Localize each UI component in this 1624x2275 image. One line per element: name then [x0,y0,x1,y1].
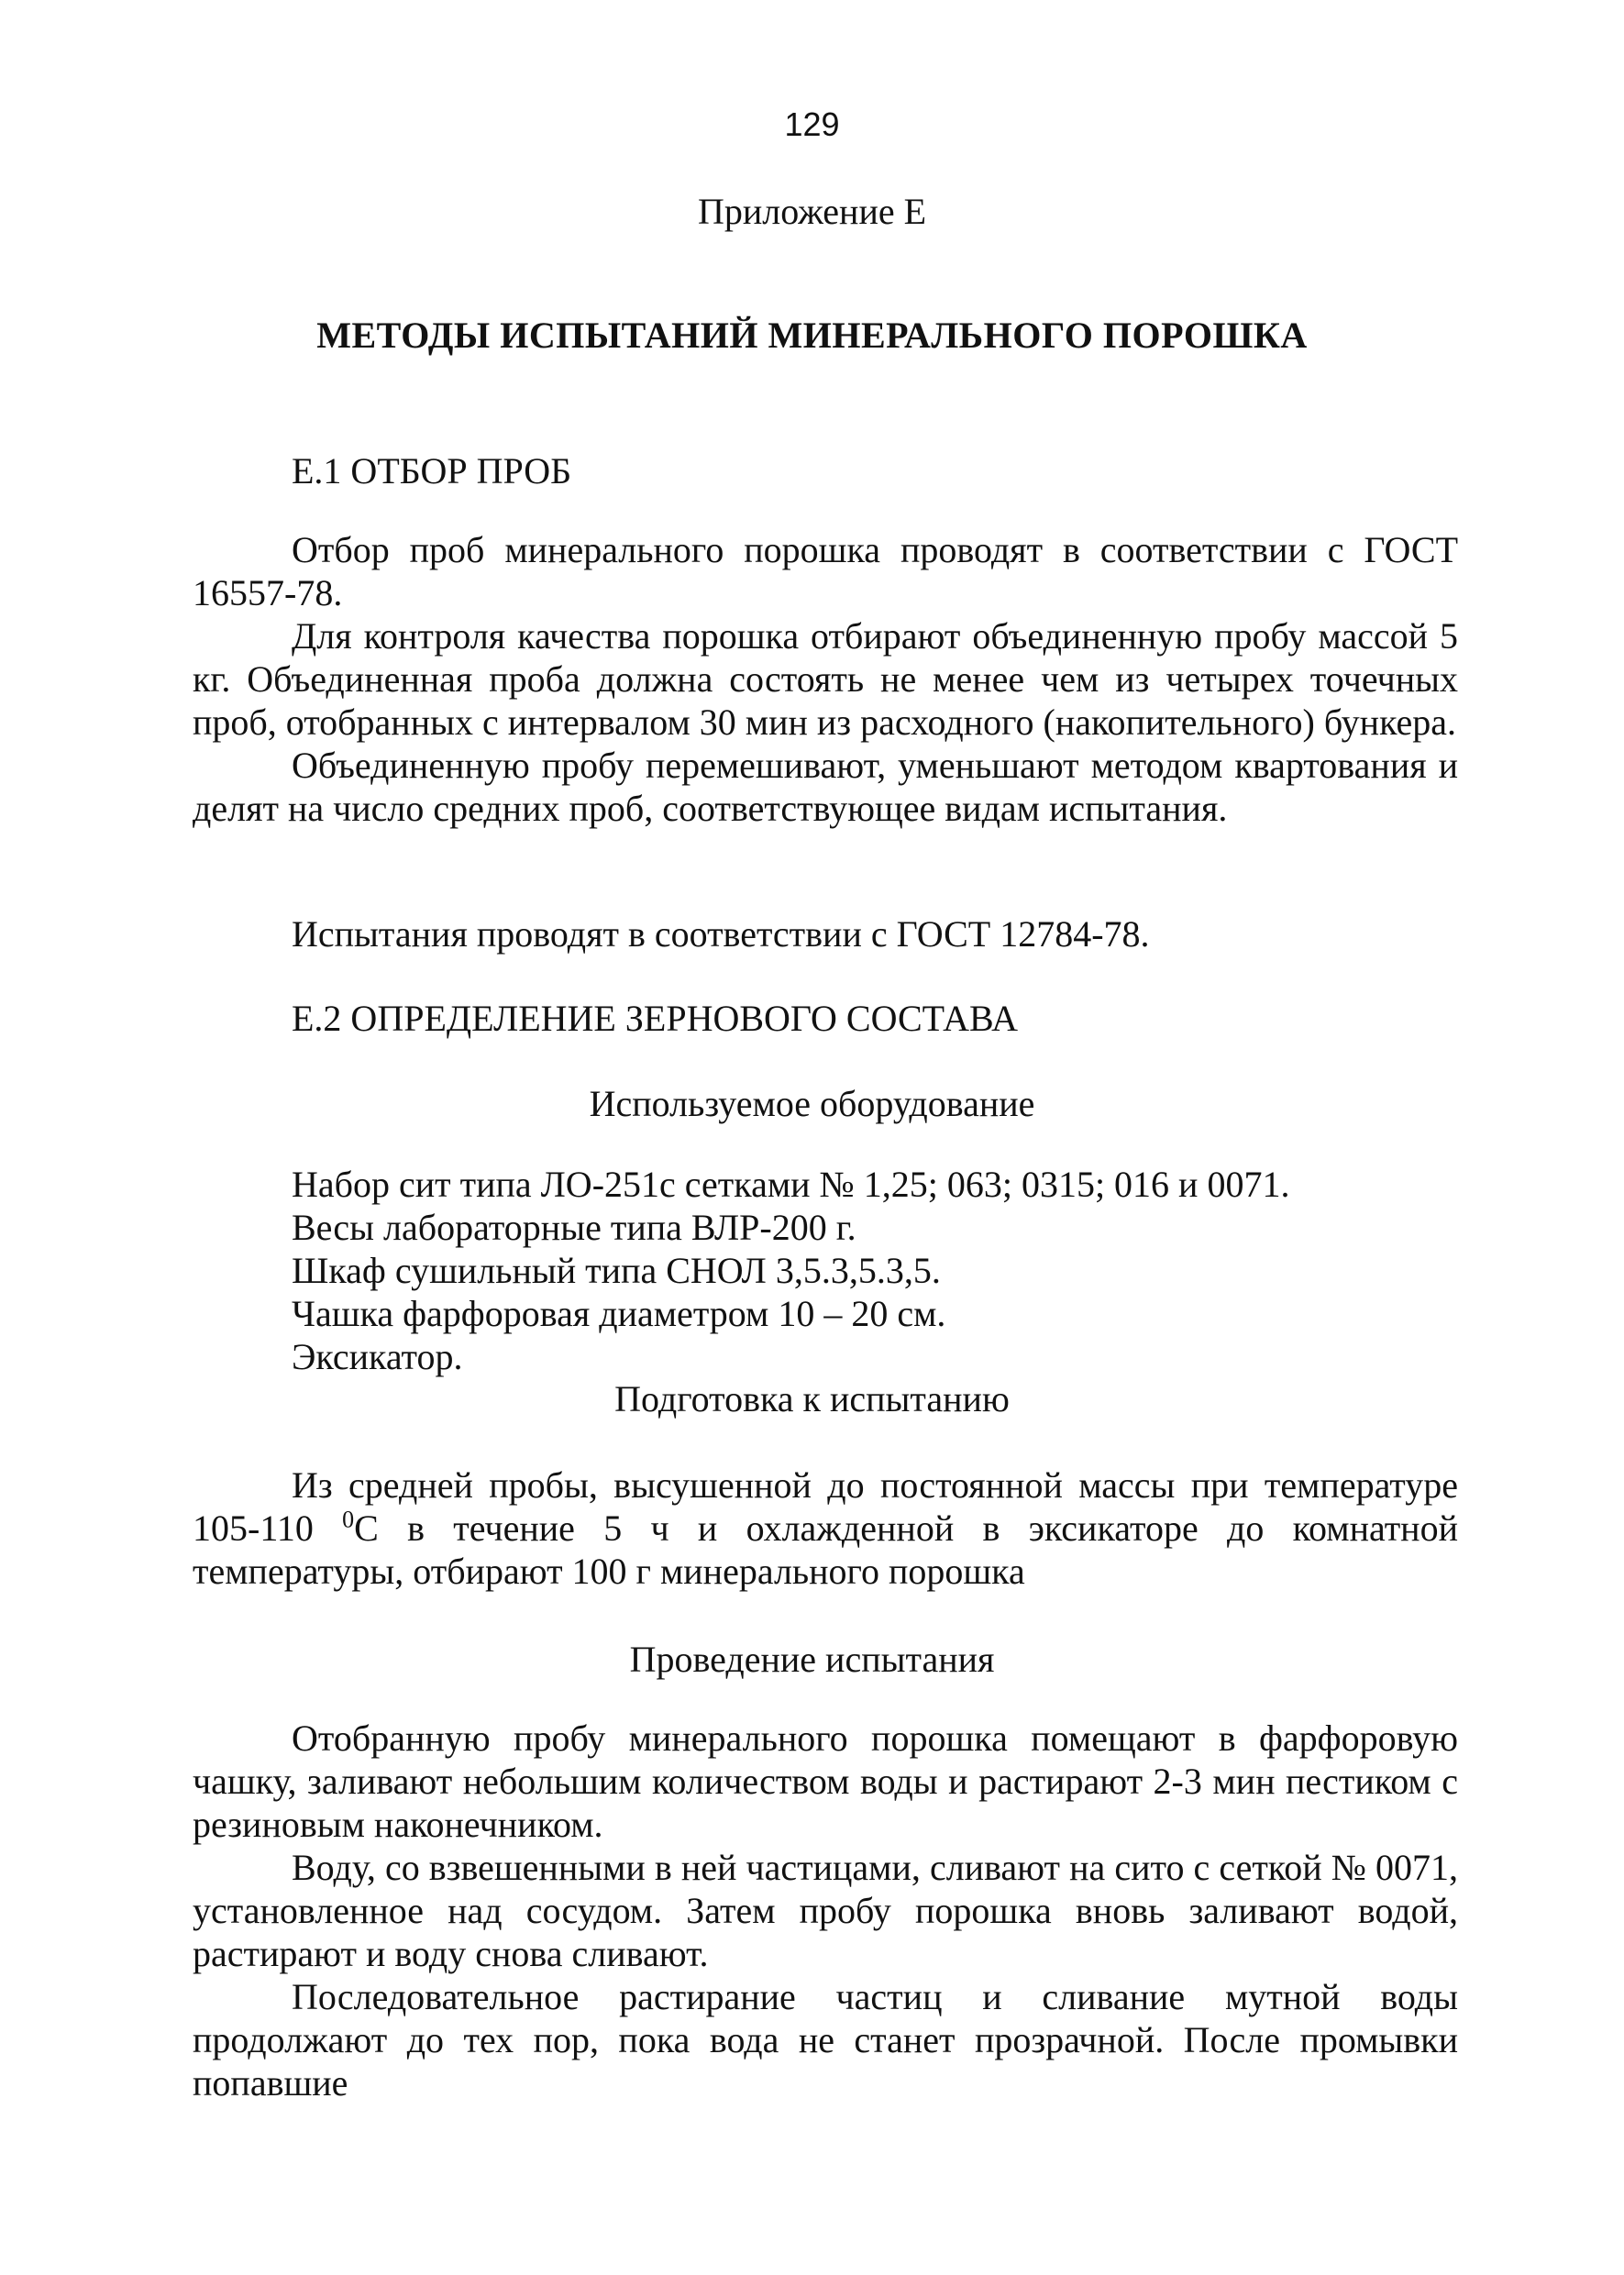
list-item: Весы лабораторные типа ВЛР-200 г. [292,1207,856,1248]
procedure-body [193,1717,1458,2104]
paragraph: Последовательное растирание частиц и сливание мутной воды продолжают до тех пор, пока вода не станет прозрачной. После промывки попавшие [193,1976,1458,2104]
list-item: Эксикатор. [292,1336,463,1377]
equipment-list [292,1163,1289,1378]
section-1-heading: Е.1 ОТБОР ПРОБ [292,450,572,491]
section-1-note [193,912,1458,955]
text-run: С в течение 5 ч и охлажденной в эксикаторе до комнатной температуры, отбирают 100 г минерального порошка [193,1507,1458,1592]
procedure-heading: Проведение испытания [629,1639,995,1680]
paragraph: Отбор проб минерального порошка проводят в соответствии с ГОСТ 16557-78. [193,529,1458,613]
list-item: Шкаф сушильный типа СНОЛ 3,5.3,5.3,5. [292,1250,941,1291]
section-2-heading: Е.2 ОПРЕДЕЛЕНИЕ ЗЕРНОВОГО СОСТАВА [292,998,1019,1039]
paragraph: Испытания проводят в соответствии с ГОСТ 12784-78. [292,913,1150,955]
degree-superscript: 0 [342,1506,355,1533]
text-run: Из средней пробы, высушенной до постоянной массы при температуре 105-110 [193,1464,1458,1549]
paragraph: Объединенную пробу перемешивают, уменьшают методом квартования и делят на число средних проб, соответствующее видам испытания. [193,745,1458,829]
page-title: МЕТОДЫ ИСПЫТАНИЙ МИНЕРАЛЬНОГО ПОРОШКА [316,315,1308,356]
equipment-heading: Используемое оборудование [589,1083,1035,1124]
list-item: Набор сит типа ЛО-251с сетками № 1,25; 063; 0315; 016 и 0071. [292,1164,1290,1205]
page-number: 129 [784,105,840,143]
preparation-body [193,1463,1458,1593]
paragraph [193,1463,1458,1593]
paragraph: Отобранную пробу минерального порошка помещают в фарфоровую чашку, заливают небольшим количеством воды и растирают 2-3 мин пестиком с резиновым наконечником. [193,1717,1458,1845]
appendix-label: Приложение Е [697,191,927,232]
paragraph: Воду, со взвешенными в ней частицами, сливают на сито с сеткой № 0071, установленное над сосудом. Затем пробу порошка вновь заливают водой, растирают и воду снова сливают. [193,1847,1458,1974]
preparation-heading: Подготовка к испытанию [614,1378,1010,1419]
section-1-body [193,528,1458,830]
paragraph: Для контроля качества порошка отбирают объединенную пробу массой 5 кг. Объединенная проба должна состоять не менее чем из четырех точечных проб, отобранных с интервалом 30 мин из расходного (накопительного) бункера. [193,615,1458,743]
list-item: Чашка фарфоровая диаметром 10 – 20 см. [292,1293,946,1334]
